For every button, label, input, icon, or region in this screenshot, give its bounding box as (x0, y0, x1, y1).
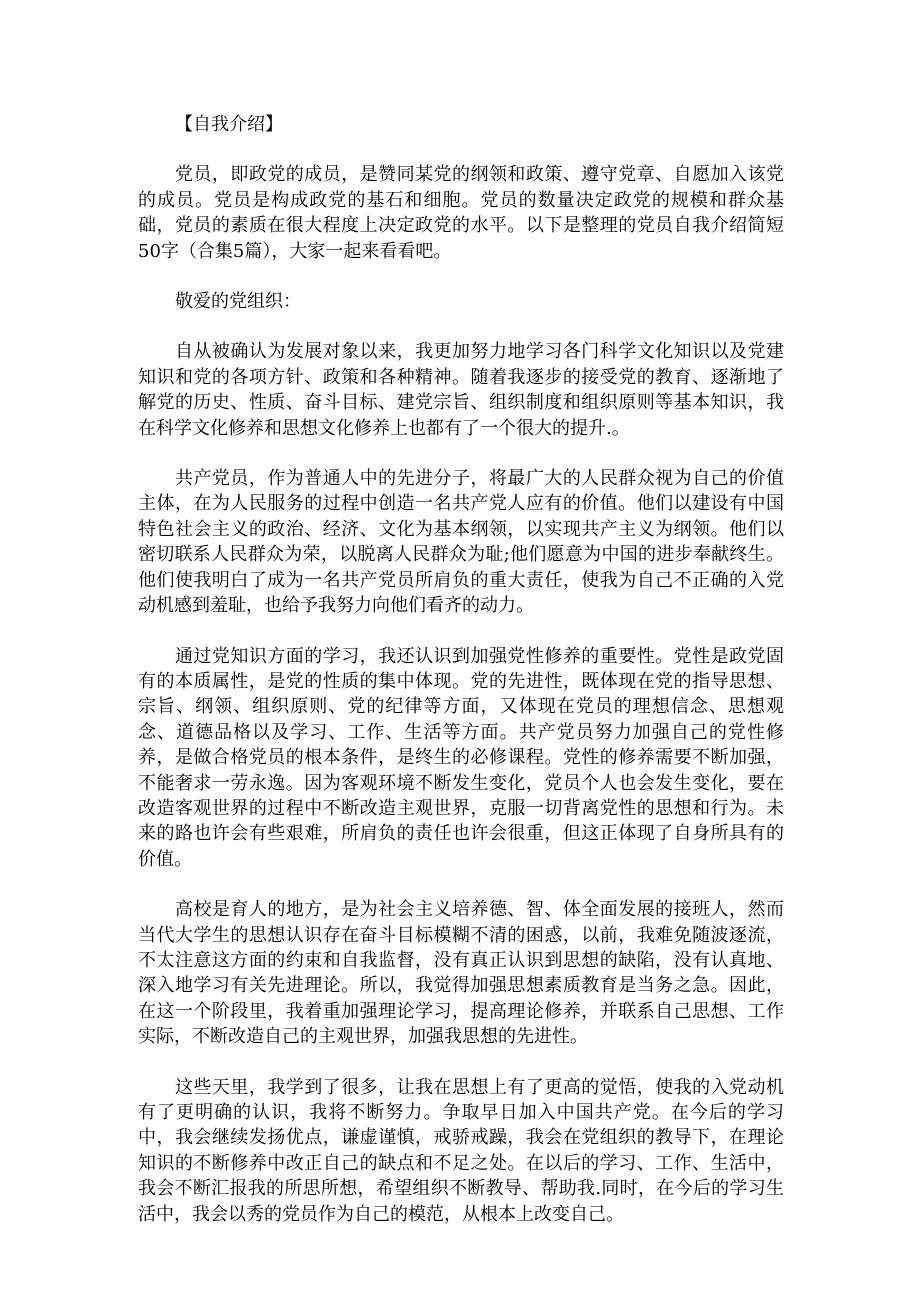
body-paragraph-4: 高校是育人的地方，是为社会主义培养德、智、体全面发展的接班人，然而当代大学生的思想认识存在奋斗目标模糊不清的困惑，以前，我难免随波逐流，不太注意这方面的约束和自我监督，没有真正认识到思想的缺陷，没有认真地、深入地学习有关先进理论。所以，我觉得加强思想素质教育是当务之急。因此，在这一个阶段里，我着重加强理论学习，提高理论修养，并联系自己思想、工作实际，不断改造自己的主观世界，加强我思想的先进性。 (138, 899, 784, 1048)
document-page (138, 112, 784, 1252)
intro-paragraph: 党员，即政党的成员，是赞同某党的纲领和政策、遵守党章、自愿加入该党的成员。党员是构成政党的基石和细胞。党员的数量决定政党的规模和群众基础，党员的素质在很大程度上决定政党的水平。以下是整理的党员自我介绍简短50字（合集5篇），大家一起来看看吧。 (138, 164, 784, 262)
body-paragraph-1: 自从被确认为发展对象以来，我更加努力地学习各门科学文化知识以及党建知识和党的各项方针、政策和各种精神。随着我逐步的接受党的教育、逐渐地了解党的历史、性质、奋斗目标、建党宗旨、组织制度和组织原则等基本知识，我在科学文化修养和思想文化修养上也都有了一个很大的提升.。 (138, 341, 784, 439)
body-paragraph-5: 这些天里，我学到了很多，让我在思想上有了更高的觉悟，使我的入党动机有了更明确的认识，我将不断努力。争取早日加入中国共产党。在今后的学习中，我会继续发扬优点，谦虚谨慎，戒骄戒躁，我会在党组织的教导下，在理论知识的不断修养中改正自己的缺点和不足之处。在以后的学习、工作、生活中，我会不断汇报我的所思所想，希望组织不断教导、帮助我.同时，在今后的学习生活中，我会以秀的党员作为自己的模范，从根本上改变自己。 (138, 1076, 784, 1225)
body-paragraph-2: 共产党员，作为普通人中的先进分子，将最广大的人民群众视为自己的价值主体，在为人民服务的过程中创造一名共产党人应有的价值。他们以建设有中国特色社会主义的政治、经济、文化为基本纲领，以实现共产主义为纲领。他们以密切联系人民群众为荣，以脱离人民群众为耻;他们愿意为中国的进步奉献终生。他们使我明白了成为一名共产党员所肩负的重大责任，使我为自己不正确的入党动机感到羞耻，也给予我努力向他们看齐的动力。 (138, 468, 784, 617)
body-paragraph-3: 通过党知识方面的学习，我还认识到加强党性修养的重要性。党性是政党固有的本质属性，是党的性质的集中体现。党的先进性，既体现在党的指导思想、宗旨、纲领、组织原则、党的纪律等方面，又体现在党员的理想信念、思想观念、道德品格以及学习、工作、生活等方面。共产党员努力加强自己的党性修养，是做合格党员的根本条件，是终生的必修课程。党性的修养需要不断加强，不能奢求一劳永逸。因为客观环境不断发生变化，党员个人也会发生变化，要在改造客观世界的过程中不断改造主观世界，克服一切背离党性的思想和行为。未来的路也许会有些艰难，所肩负的责任也许会很重，但这正体现了自身所具有的价值。 (138, 645, 784, 870)
document-heading: 【自我介绍】 (175, 114, 283, 135)
salutation: 敬爱的党组织： (175, 291, 301, 313)
